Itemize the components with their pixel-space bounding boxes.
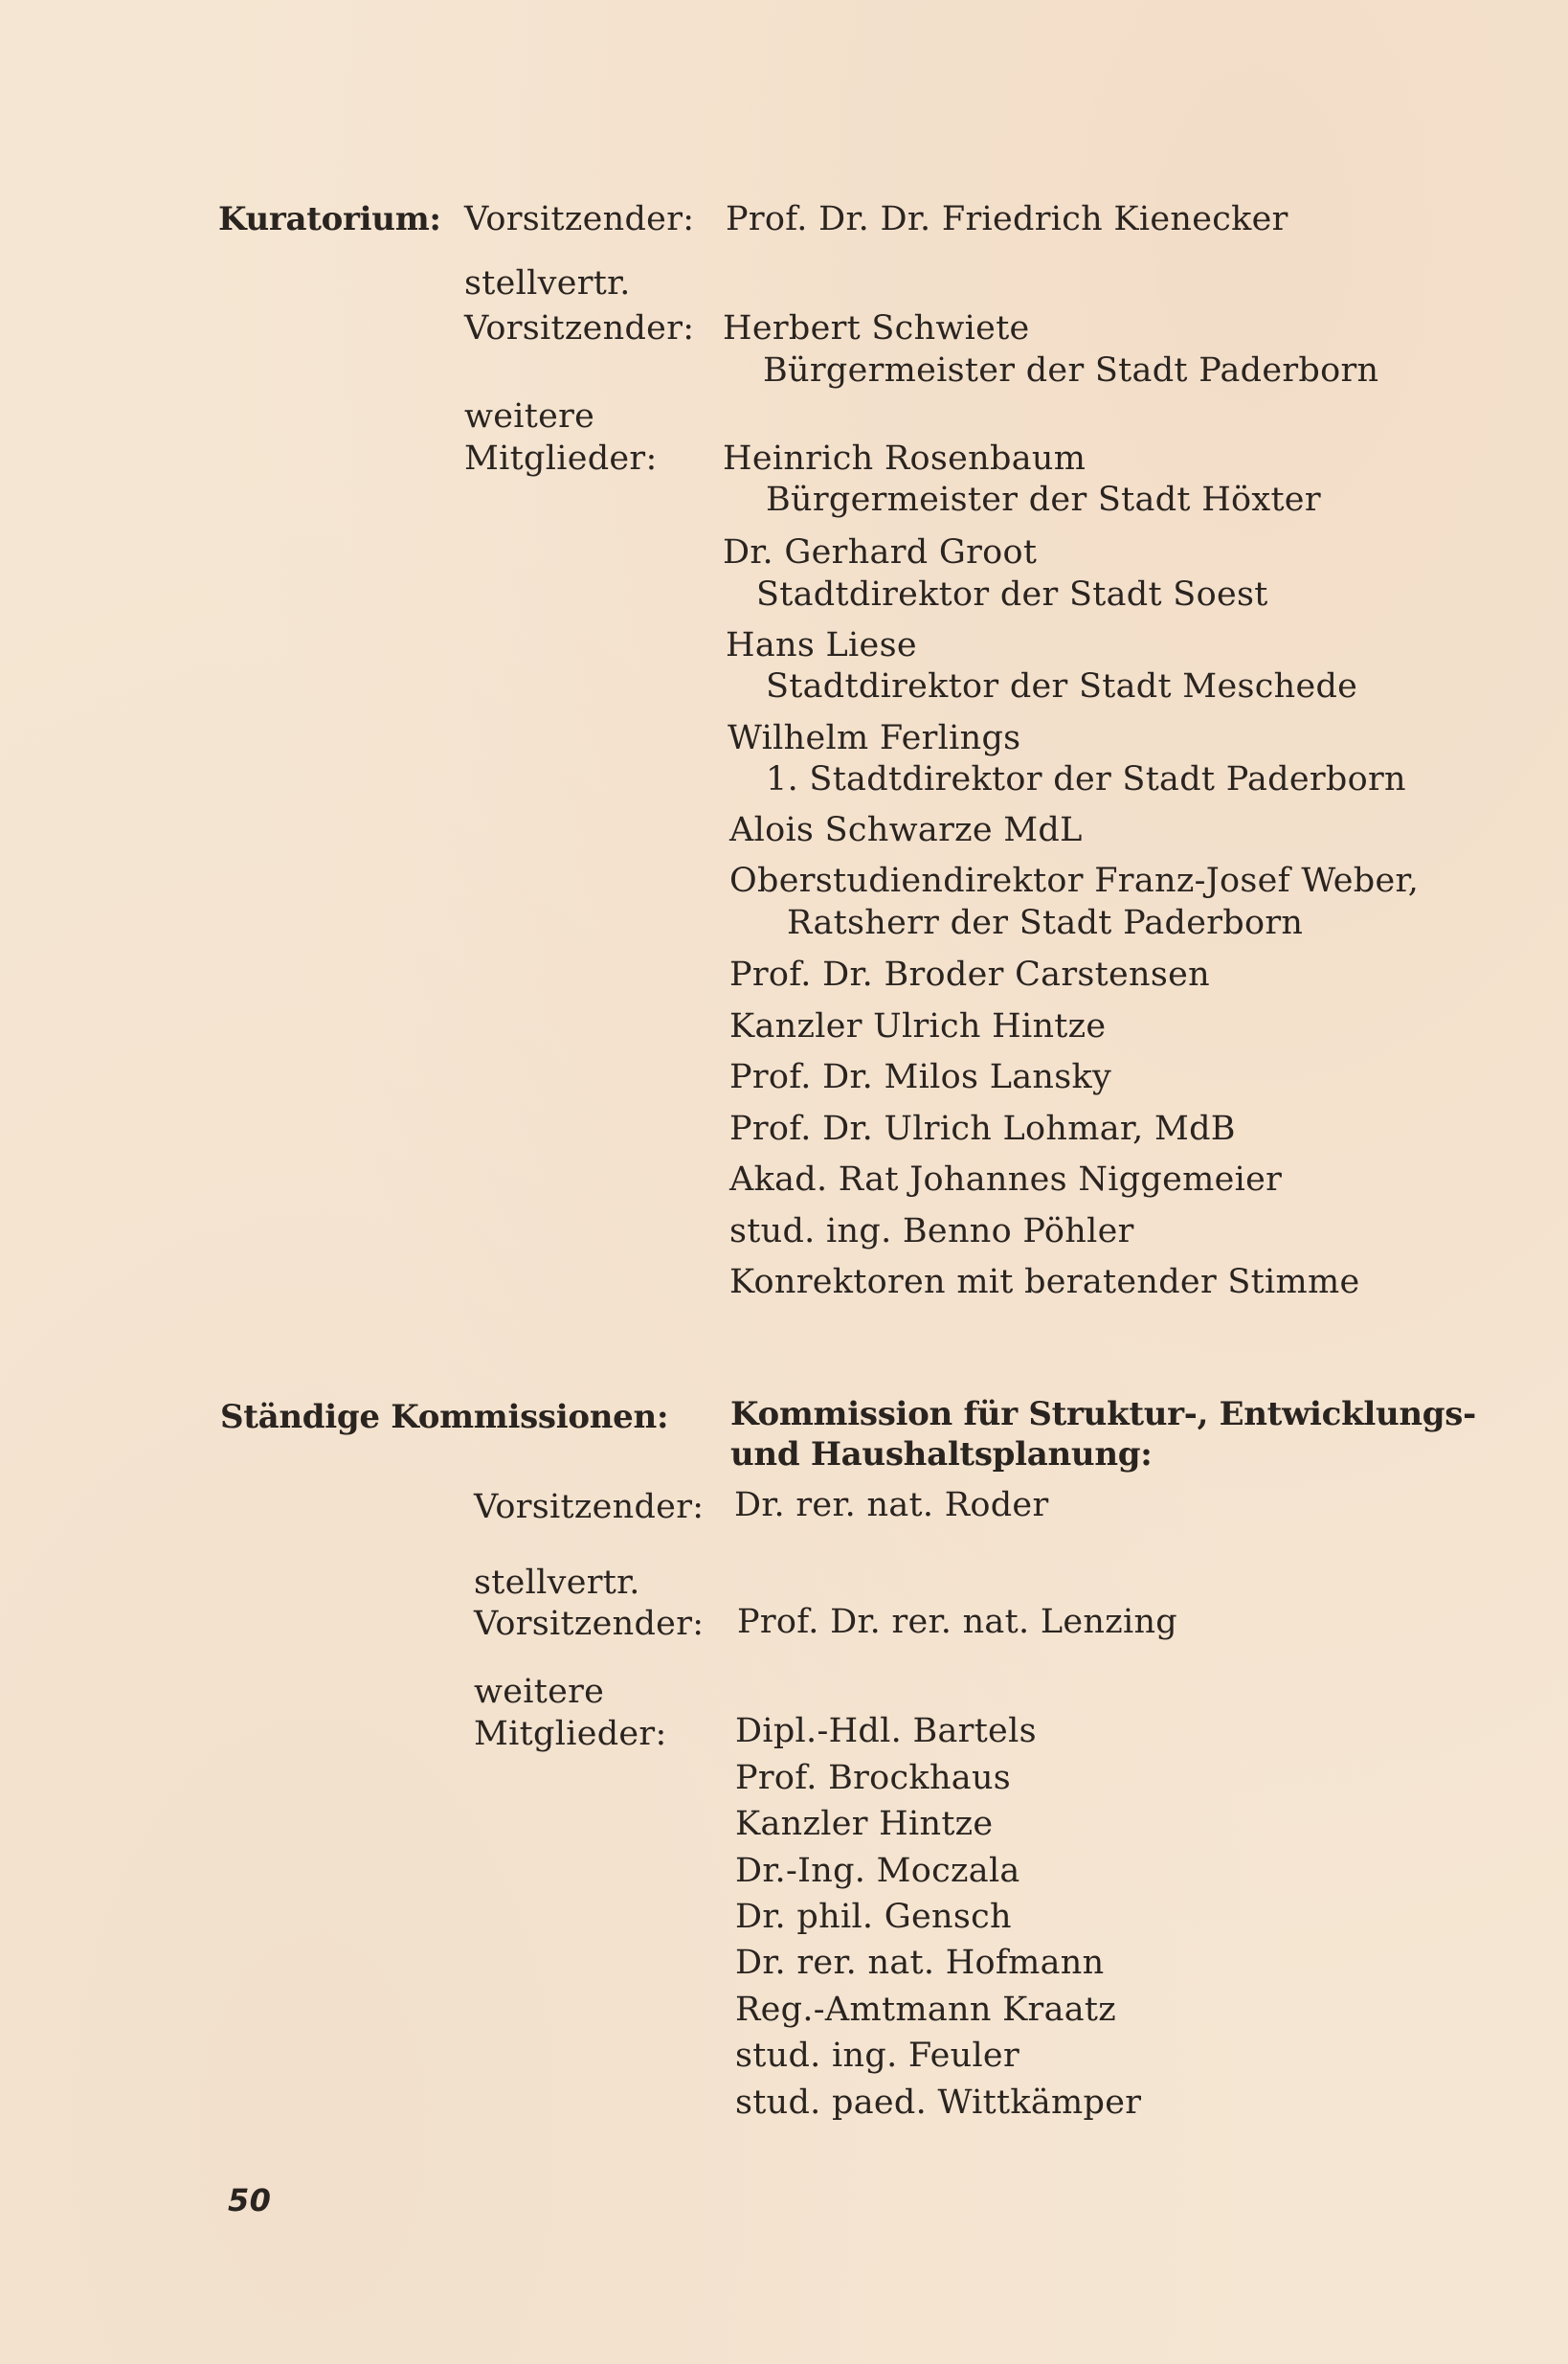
kommission-chair-label: Vorsitzender: — [474, 1488, 705, 1526]
kommissionen-heading: Ständige Kommissionen: — [220, 1398, 669, 1436]
kommission-member: Kanzler Hintze — [735, 1805, 994, 1843]
page-number: 50 — [228, 2182, 272, 2218]
kommission-member: Dr. phil. Gensch — [735, 1898, 1012, 1936]
member-name: stud. ing. Benno Pöhler — [729, 1212, 1134, 1250]
member-name: Hans Liese — [726, 626, 917, 664]
kommission-vice-name: Prof. Dr. rer. nat. Lenzing — [737, 1603, 1177, 1641]
kommission-member: Reg.-Amtmann Kraatz — [735, 1991, 1117, 2029]
kommission-member: Dipl.-Hdl. Bartels — [735, 1712, 1037, 1750]
kommission-chair-name: Dr. rer. nat. Roder — [734, 1486, 1049, 1524]
kuratorium-vice-label-2: Vorsitzender: — [464, 309, 695, 348]
member-name: Oberstudiendirektor Franz-Josef Weber, — [729, 862, 1420, 900]
kommission-member: stud. ing. Feuler — [735, 2037, 1019, 2075]
member-role: Ratsherr der Stadt Paderborn — [787, 904, 1304, 942]
kuratorium-chair-label: Vorsitzender: — [464, 200, 695, 238]
kuratorium-heading: Kuratorium: — [218, 200, 441, 238]
kommission-member: Dr. rer. nat. Hofmann — [735, 1944, 1105, 1982]
member-name: Kanzler Ulrich Hintze — [729, 1007, 1107, 1046]
member-name: Akad. Rat Johannes Niggemeier — [729, 1160, 1283, 1199]
kuratorium-members-label-2: Mitglieder: — [464, 439, 658, 478]
member-name: Wilhelm Ferlings — [728, 719, 1021, 757]
kommission-member: Dr.-Ing. Moczala — [735, 1852, 1020, 1890]
kuratorium-vice-label-1: stellvertr. — [464, 264, 631, 303]
kuratorium-vice-role: Bürgermeister der Stadt Paderborn — [763, 351, 1379, 390]
kuratorium-chair-name: Prof. Dr. Dr. Friedrich Kienecker — [726, 200, 1288, 238]
member-role: 1. Stadtdirektor der Stadt Paderborn — [766, 760, 1406, 799]
member-name: Prof. Dr. Milos Lansky — [729, 1058, 1112, 1096]
kommission-members-label-2: Mitglieder: — [474, 1715, 667, 1753]
member-name: Dr. Gerhard Groot — [723, 533, 1038, 572]
member-name: Prof. Dr. Ulrich Lohmar, MdB — [729, 1110, 1236, 1148]
kommission-member: Prof. Brockhaus — [735, 1759, 1012, 1797]
member-role: Stadtdirektor der Stadt Meschede — [766, 667, 1358, 706]
kuratorium-vice-name: Herbert Schwiete — [723, 309, 1030, 348]
kommission-title-line-2: und Haushaltsplanung: — [730, 1435, 1153, 1474]
kommission-title-line-1: Kommission für Struktur-, Entwicklungs- — [730, 1395, 1476, 1433]
kommission-member: stud. paed. Wittkämper — [735, 2083, 1142, 2122]
member-role: Bürgermeister der Stadt Höxter — [766, 481, 1321, 519]
kuratorium-members-label-1: weitere — [464, 397, 595, 436]
kommission-vice-label-2: Vorsitzender: — [474, 1605, 705, 1643]
member-name: Prof. Dr. Broder Carstensen — [729, 956, 1210, 994]
kommission-vice-label-1: stellvertr. — [474, 1564, 640, 1602]
member-role: Stadtdirektor der Stadt Soest — [756, 575, 1268, 614]
kommission-members-label-1: weitere — [474, 1673, 605, 1711]
member-name: Alois Schwarze MdL — [729, 811, 1083, 849]
member-name: Konrektoren mit beratender Stimme — [729, 1263, 1360, 1301]
member-name: Heinrich Rosenbaum — [723, 439, 1086, 478]
